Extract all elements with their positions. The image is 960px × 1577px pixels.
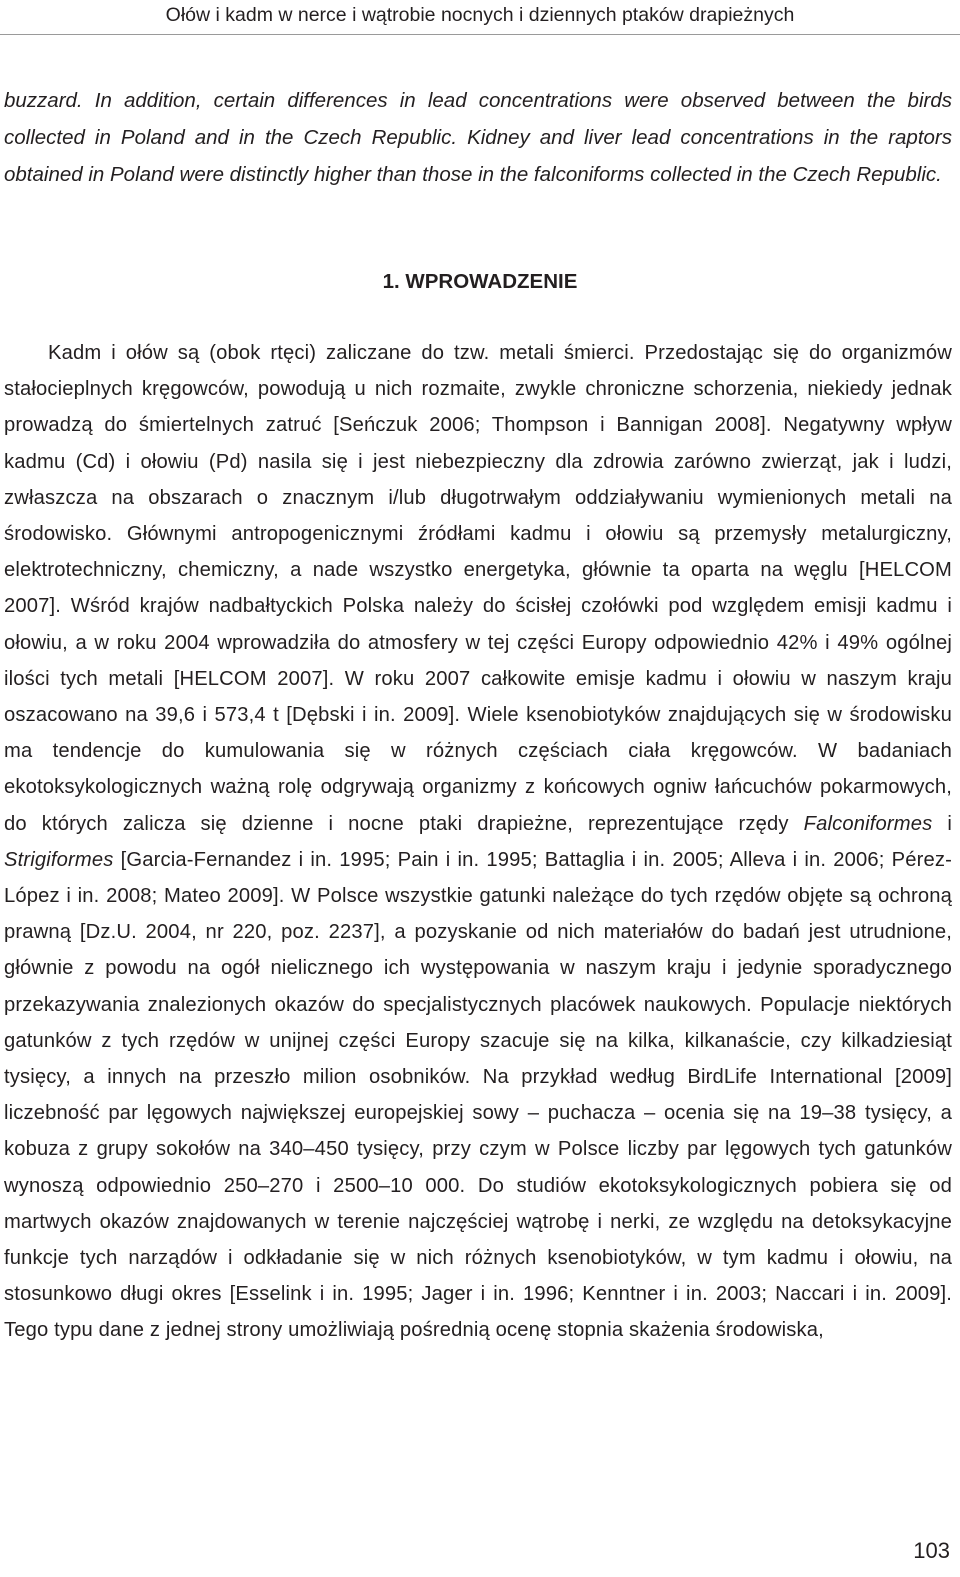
taxon-falconiformes: Falconiformes xyxy=(803,812,933,835)
section-body xyxy=(4,335,952,1349)
body-paragraph xyxy=(4,335,952,1349)
taxon-strigiformes: Strigiformes xyxy=(4,848,114,871)
abstract-text: buzzard. In addition, certain differences in lead concentrations were observed between the birds collected in Poland and in the Czech Republic. Kidney and liver lead concentrations in the raptors obtained in Poland were distinctly higher than those in the falconiforms collected in the Czech Republic. xyxy=(4,89,952,186)
abstract-fragment xyxy=(4,82,952,193)
body-text-part2: [Garcia-Fernandez i in. 1995; Pain i in. 1995; Battaglia i in. 2005; Alleva i in. 2006; Pérez-López i in. 2008; Mateo 2009]. W Polsce wszystkie gatunki należące do tych rzędów objęte są ochroną prawną [Dz.U. 2004, nr 220, poz. 2237], a pozyskanie od nich materiałów do badań jest utrudnione, głównie z powodu na ogół nielicznego ich występowania w naszym kraju i jedynie sporadycznego przekazywania znalezionych okazów do specjalistycznych placówek naukowych. Populacje niektórych gatunków z tych rzędów w unijnej części Europy szacuje się na kilka, kilkanaście, czy kilkadziesiąt tysięcy, a innych na przeszło milion osobników. Na przykład według BirdLife International [2009] liczebność par lęgowych największej europejskiej sowy – puchacza – ocenia się na 19–38 tysięcy, a kobuza z grupy sokołów na 340–450 tysięcy, przy czym w Polsce liczby par lęgowych tych gatunków wynoszą odpowiednio 250–270 i 2500–10 000. Do studiów ekotoksykologicznych pobiera się od martwych okazów znajdowanych w terenie najczęściej wątrobę i nerki, ze względu na detoksykacyjne funkcje tych narządów i odkładanie się w nich różnych ksenobiotyków, w tym kadmu i ołowiu, na stosunkowo długi okres [Esselink i in. 1995; Jager i in. 1996; Kenntner i in. 2003; Naccari i in. 2009]. Tego typu dane z jednej strony umożliwiają pośrednią ocenę stopnia skażenia środowiska, xyxy=(4,848,952,1342)
running-header xyxy=(0,0,960,35)
body-text-conjunction: i xyxy=(932,812,952,835)
page-number: 103 xyxy=(913,1538,950,1563)
section-heading: 1. WPROWADZENIE xyxy=(382,270,578,293)
running-title: Ołów i kadm w nerce i wątrobie nocnych i dziennych ptaków drapieżnych xyxy=(165,4,795,26)
body-text-part1: Kadm i ołów są (obok rtęci) zaliczane do tzw. metali śmierci. Przedostając się do organizmów stałocieplnych kręgowców, powodują u nich rozmaite, zwykle chroniczne schorzenia, niekiedy jednak prowadzą do śmiertelnych zatruć [Seńczuk 2006; Thompson i Bannigan 2008]. Negatywny wpływ kadmu (Cd) i ołowiu (Pd) nasila się i jest niebezpieczny dla zdrowia zarówno zwierząt, jak i ludzi, zwłaszcza na obszarach o znacznym i/lub długotrwałym oddziaływaniu wymienionych metali na środowisko. Głównymi antropogenicznymi źródłami kadmu i ołowiu są przemysły metalurgiczny, elektrotechniczny, chemiczny, a nade wszystko energetyka, głównie ta oparta na węglu [HELCOM 2007]. Wśród krajów nadbałtyckich Polska należy do ścisłej czołówki pod względem emisji kadmu i ołowiu, a w roku 2004 wprowadziła do atmosfery w tej części Europy odpowiednio 42% i 49% ogólnej ilości tych metali [HELCOM 2007]. W roku 2007 całkowite emisje kadmu i ołowiu w naszym kraju oszacowano na 39,6 i 573,4 t [Dębski i in. 2009]. Wiele ksenobiotyków znajdujących się w środowisku ma tendencje do kumulowania się w różnych częściach ciała kręgowców. W badaniach ekotoksykologicznych ważną rolę odgrywają organizmy z końcowych ogniw łańcuchów pokarmowych, do których zalicza się dzienne i nocne ptaki drapieżne, reprezentujące rzędy xyxy=(4,342,952,835)
